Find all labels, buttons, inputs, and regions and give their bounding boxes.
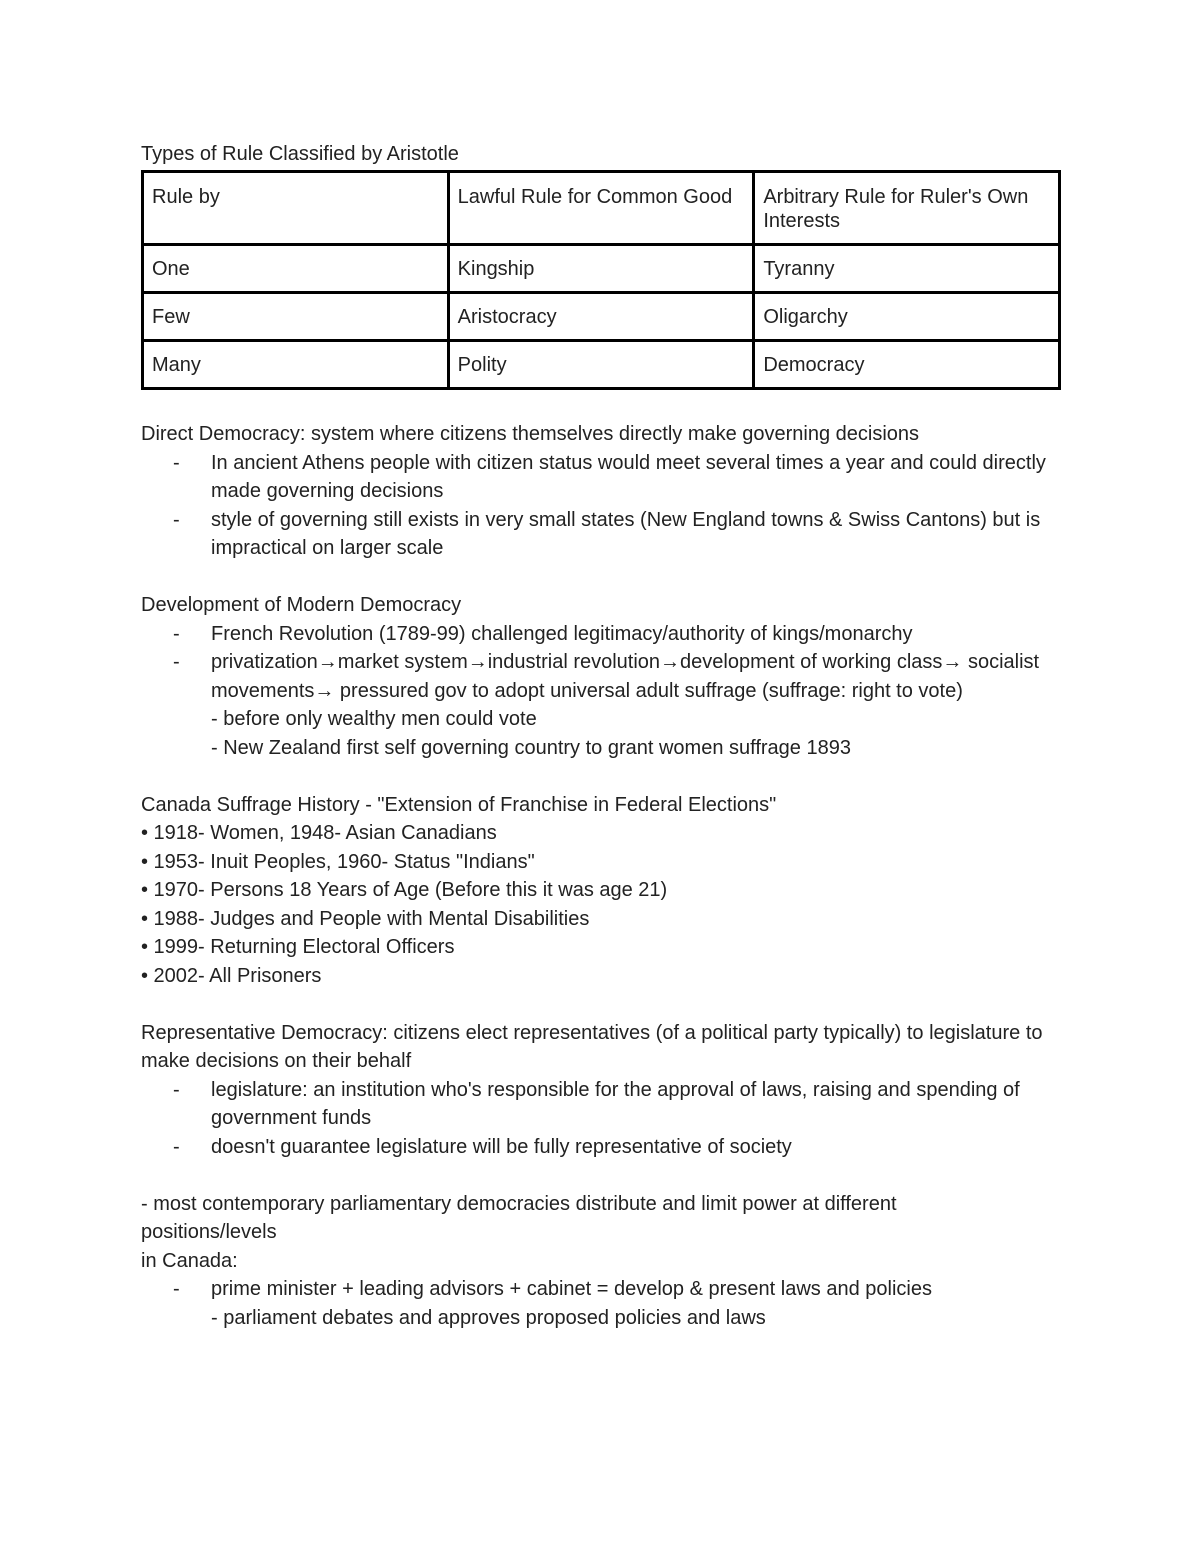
modern-democracy-heading: Development of Modern Democracy — [141, 594, 462, 616]
bullet-item: • 1988- Judges and People with Mental Disabilities — [141, 907, 590, 930]
list-item-text: In ancient Athens people with citizen status would meet several times a year and could directly made governing decisions — [211, 451, 1046, 502]
list-item-text: style of governing still exists in very small states (New England towns & Swiss Cantons) but is impractical on larger scale — [211, 508, 1041, 559]
spacer — [141, 1161, 1061, 1190]
table-header-cell: Lawful Rule for Common Good — [448, 172, 754, 245]
dash-marker: - — [173, 508, 180, 531]
table-row — [143, 293, 1060, 341]
canada-label: in Canada: — [141, 1249, 238, 1272]
list-item-text: prime minister + leading advisors + cabinet = develop & present laws and policies — [211, 1278, 932, 1300]
list-item — [141, 1275, 1061, 1304]
list-item — [141, 648, 1061, 705]
sub-item: - parliament debates and approves proposed policies and laws — [211, 1306, 766, 1329]
bullet-item: • 1999- Returning Electoral Officers — [141, 936, 455, 958]
bullet-item: • 2002- All Prisoners — [141, 964, 322, 987]
spacer — [141, 762, 1061, 791]
sub-item: - before only wealthy men could vote — [211, 708, 537, 730]
spacer — [141, 563, 1061, 592]
parliamentary-note: - most contemporary parliamentary democracies distribute and limit power at different positions/levels — [141, 1192, 897, 1243]
list-item — [141, 1133, 1061, 1162]
list-item — [141, 1076, 1061, 1133]
rule-types-table — [141, 170, 1061, 390]
table-cell: Kingship — [448, 245, 754, 293]
list-item-text: French Revolution (1789-99) challenged legitimacy/authority of kings/monarchy — [211, 622, 913, 645]
table-header-row — [143, 172, 1060, 245]
spacer — [141, 990, 1061, 1019]
list-item-text: doesn't guarantee legislature will be fully representative of society — [211, 1135, 792, 1158]
sub-item: - New Zealand first self governing country to grant women suffrage 1893 — [211, 736, 851, 759]
list-item-text: privatization→market system→industrial revolution→development of working class→ socialist movements→ pressured gov to adopt universal adult suffrage (suffrage: right to vote) — [211, 651, 1040, 702]
canada-suffrage-heading: Canada Suffrage History - "Extension of Franchise in Federal Elections" — [141, 793, 777, 816]
table-cell: Many — [143, 341, 449, 389]
table-title: Types of Rule Classified by Aristotle — [141, 143, 459, 165]
list-item — [141, 506, 1061, 563]
representative-democracy-heading: Representative Democracy: citizens elect representatives (of a political party typically) to legislature to make decisions on their behalf — [141, 1021, 1043, 1072]
dash-marker: - — [173, 1078, 180, 1101]
table-cell: Polity — [448, 341, 754, 389]
direct-democracy-heading: Direct Democracy: system where citizens themselves directly make governing decisions — [141, 423, 920, 445]
table-cell: Aristocracy — [448, 293, 754, 341]
table-header-cell: Arbitrary Rule for Ruler's Own Interests — [754, 172, 1060, 245]
table-cell: Oligarchy — [754, 293, 1060, 341]
table-header-cell: Rule by — [143, 172, 449, 245]
table-cell: Democracy — [754, 341, 1060, 389]
list-item — [141, 620, 1061, 649]
dash-marker: - — [173, 1278, 180, 1300]
table-row — [143, 341, 1060, 389]
dash-marker: - — [173, 651, 180, 673]
table-cell: Tyranny — [754, 245, 1060, 293]
list-item-text: legislature: an institution who's responsible for the approval of laws, raising and spending of government funds — [211, 1078, 1020, 1129]
dash-marker: - — [173, 451, 180, 474]
dash-marker: - — [173, 622, 180, 645]
dash-marker: - — [173, 1135, 180, 1158]
bullet-item: • 1970- Persons 18 Years of Age (Before this it was age 21) — [141, 879, 668, 901]
table-cell: Few — [143, 293, 449, 341]
list-item — [141, 449, 1061, 506]
bullet-item: • 1953- Inuit Peoples, 1960- Status "Indians" — [141, 850, 535, 873]
bullet-item: • 1918- Women, 1948- Asian Canadians — [141, 822, 497, 844]
table-row — [143, 245, 1060, 293]
document-page — [141, 141, 1061, 1332]
table-cell: One — [143, 245, 449, 293]
